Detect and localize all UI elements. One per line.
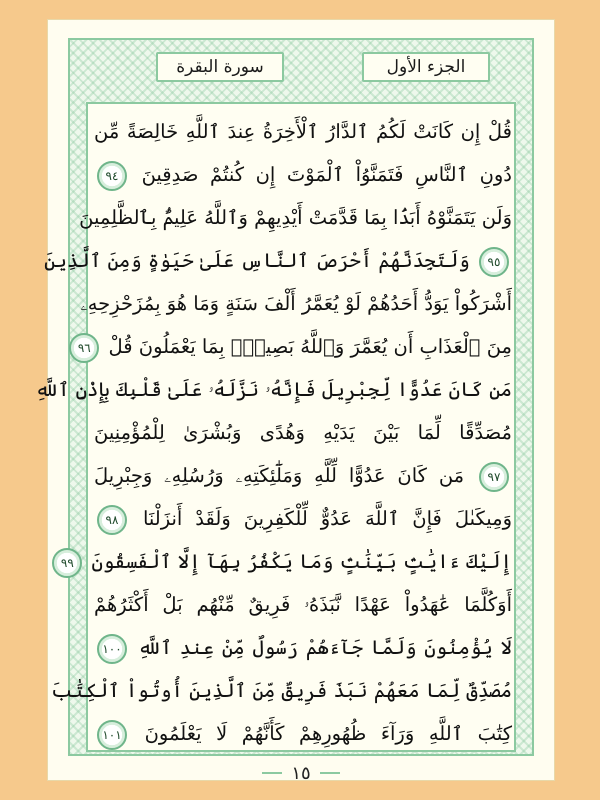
verse-line-11: إِلَيْكَ ءَايَٰتٍۢ بَيِّنَٰتٍۢ وَمَا يَكْفُرُ بِهَآ إِلَّا ٱلْفَسِقُونَ ٩٩ (94, 540, 512, 583)
surah-name: سورة البقرة (176, 57, 264, 77)
verse-line-7: مَن كَانَ عَدُوًّا لِّجِبْرِيلَ فَإِنَّهُۥ نَزَّلَهُۥ عَلَىٰ قَلْبِكَ بِإِذْنِ ٱللَّهِ (35, 378, 512, 401)
verse-line-1: قُلْ إِن كَانَتْ لَكُمُ ٱلدَّارُ ٱلْأَخِرَةُ عِندَ ٱللَّهِ خَالِصَةً مِّن (94, 120, 512, 143)
verse-lines (35, 110, 513, 755)
surah-name-box (156, 52, 284, 82)
ayah-marker-95: ٩٥ (479, 247, 509, 277)
verse-line-4: ٩٥ وَلَتَجِدَنَّهُمْ أَحْرَصَ ٱلنَّاسِ عَلَىٰ حَيَوٰةٍ وَمِنَ ٱلَّذِينَ (94, 239, 512, 282)
verse-line-13: لَا يُؤْمِنُونَ وَلَمَّا جَآءَهُمْ رَسُولٌ مِّنْ عِندِ ٱللَّهِ ١٠٠ (94, 626, 512, 669)
ayah-marker-100: ١٠٠ (97, 634, 127, 664)
page-number: ١٥ (258, 760, 344, 786)
verse-line-10: وَمِيكَىٰلَ فَإِنَّ ٱللَّهَ عَدُوٌّ لِّلْكَفِرِينَ وَلَقَدْ أَنزَلْنَا ٩٨ (94, 497, 512, 540)
ayah-marker-97: ٩٧ (479, 462, 509, 492)
verse-line-12: أَوَكُلَّمَا عَٰهَدُواْ عَهْدًا نَّبَذَهُۥ فَرِيقٌ مِّنْهُم بَلْ أَكْثَرُهُمْ (94, 593, 512, 616)
verse-line-5: أَشْرَكُواْ يَوَدُّ أَحَدُهُمْ لَوْ يُعَمَّرُ أَلْفَ سَنَةٍ وَمَا هُوَ بِمُزَحْزِحِهِۦ (80, 292, 512, 315)
ayah-marker-94: ٩٤ (97, 161, 127, 191)
verse-line-6: مِنَ ٱلْعَذَابِ أَن يُعَمَّرَ وَٱللَّهُ بَصِيرٌۢ بِمَا يَعْمَلُونَ قُلْ ٩٦ (94, 325, 512, 368)
verse-line-14: مُصَدِّقٌ لِّمَا مَعَهُمْ نَبَذَ فَرِيقٌ مِّنَ ٱلَّذِينَ أُوتُواْ ٱلْكِتَٰبَ (51, 679, 512, 702)
ayah-marker-98: ٩٨ (97, 505, 127, 535)
juz-name-box (362, 52, 490, 82)
decorative-frame (35, 38, 534, 756)
mushaf-page (35, 20, 554, 784)
verse-line-8: مُصَدِّقًا لِّمَا بَيْنَ يَدَيْهِ وَهُدًى وَبُشْرَىٰ لِلْمُؤْمِنِينَ (94, 421, 512, 444)
ayah-marker-96: ٩٦ (69, 333, 99, 363)
juz-name: الجزء الأول (386, 57, 466, 77)
ayah-marker-99: ٩٩ (52, 548, 82, 578)
ayah-marker-101: ١٠١ (97, 720, 127, 750)
verse-line-9: ٩٧ مَن كَانَ عَدُوًّا لِّلَّهِ وَمَلَٰٓئِكَتِهِۦ وَرُسُلِهِۦ وَجِبْرِيلَ (94, 454, 512, 497)
verse-line-2: دُونِ ٱلنَّاسِ فَتَمَنَّوُاْ ٱلْمَوْتَ إِن كُنتُمْ صَدِقِينَ ٩٤ (94, 153, 512, 196)
verse-line-3: وَلَن يَتَمَنَّوْهُ أَبَدَۢا بِمَا قَدَّمَتْ أَيْدِيهِمْ وَٱللَّهُ عَلِيمٌۢ بِٱلظَّلِمِينَ (79, 206, 512, 229)
text-area (35, 102, 516, 752)
verse-line-15: كِتَٰبَ ٱللَّهِ وَرَآءَ ظُهُورِهِمْ كَأَنَّهُمْ لَا يَعْلَمُونَ ١٠١ (94, 712, 512, 755)
